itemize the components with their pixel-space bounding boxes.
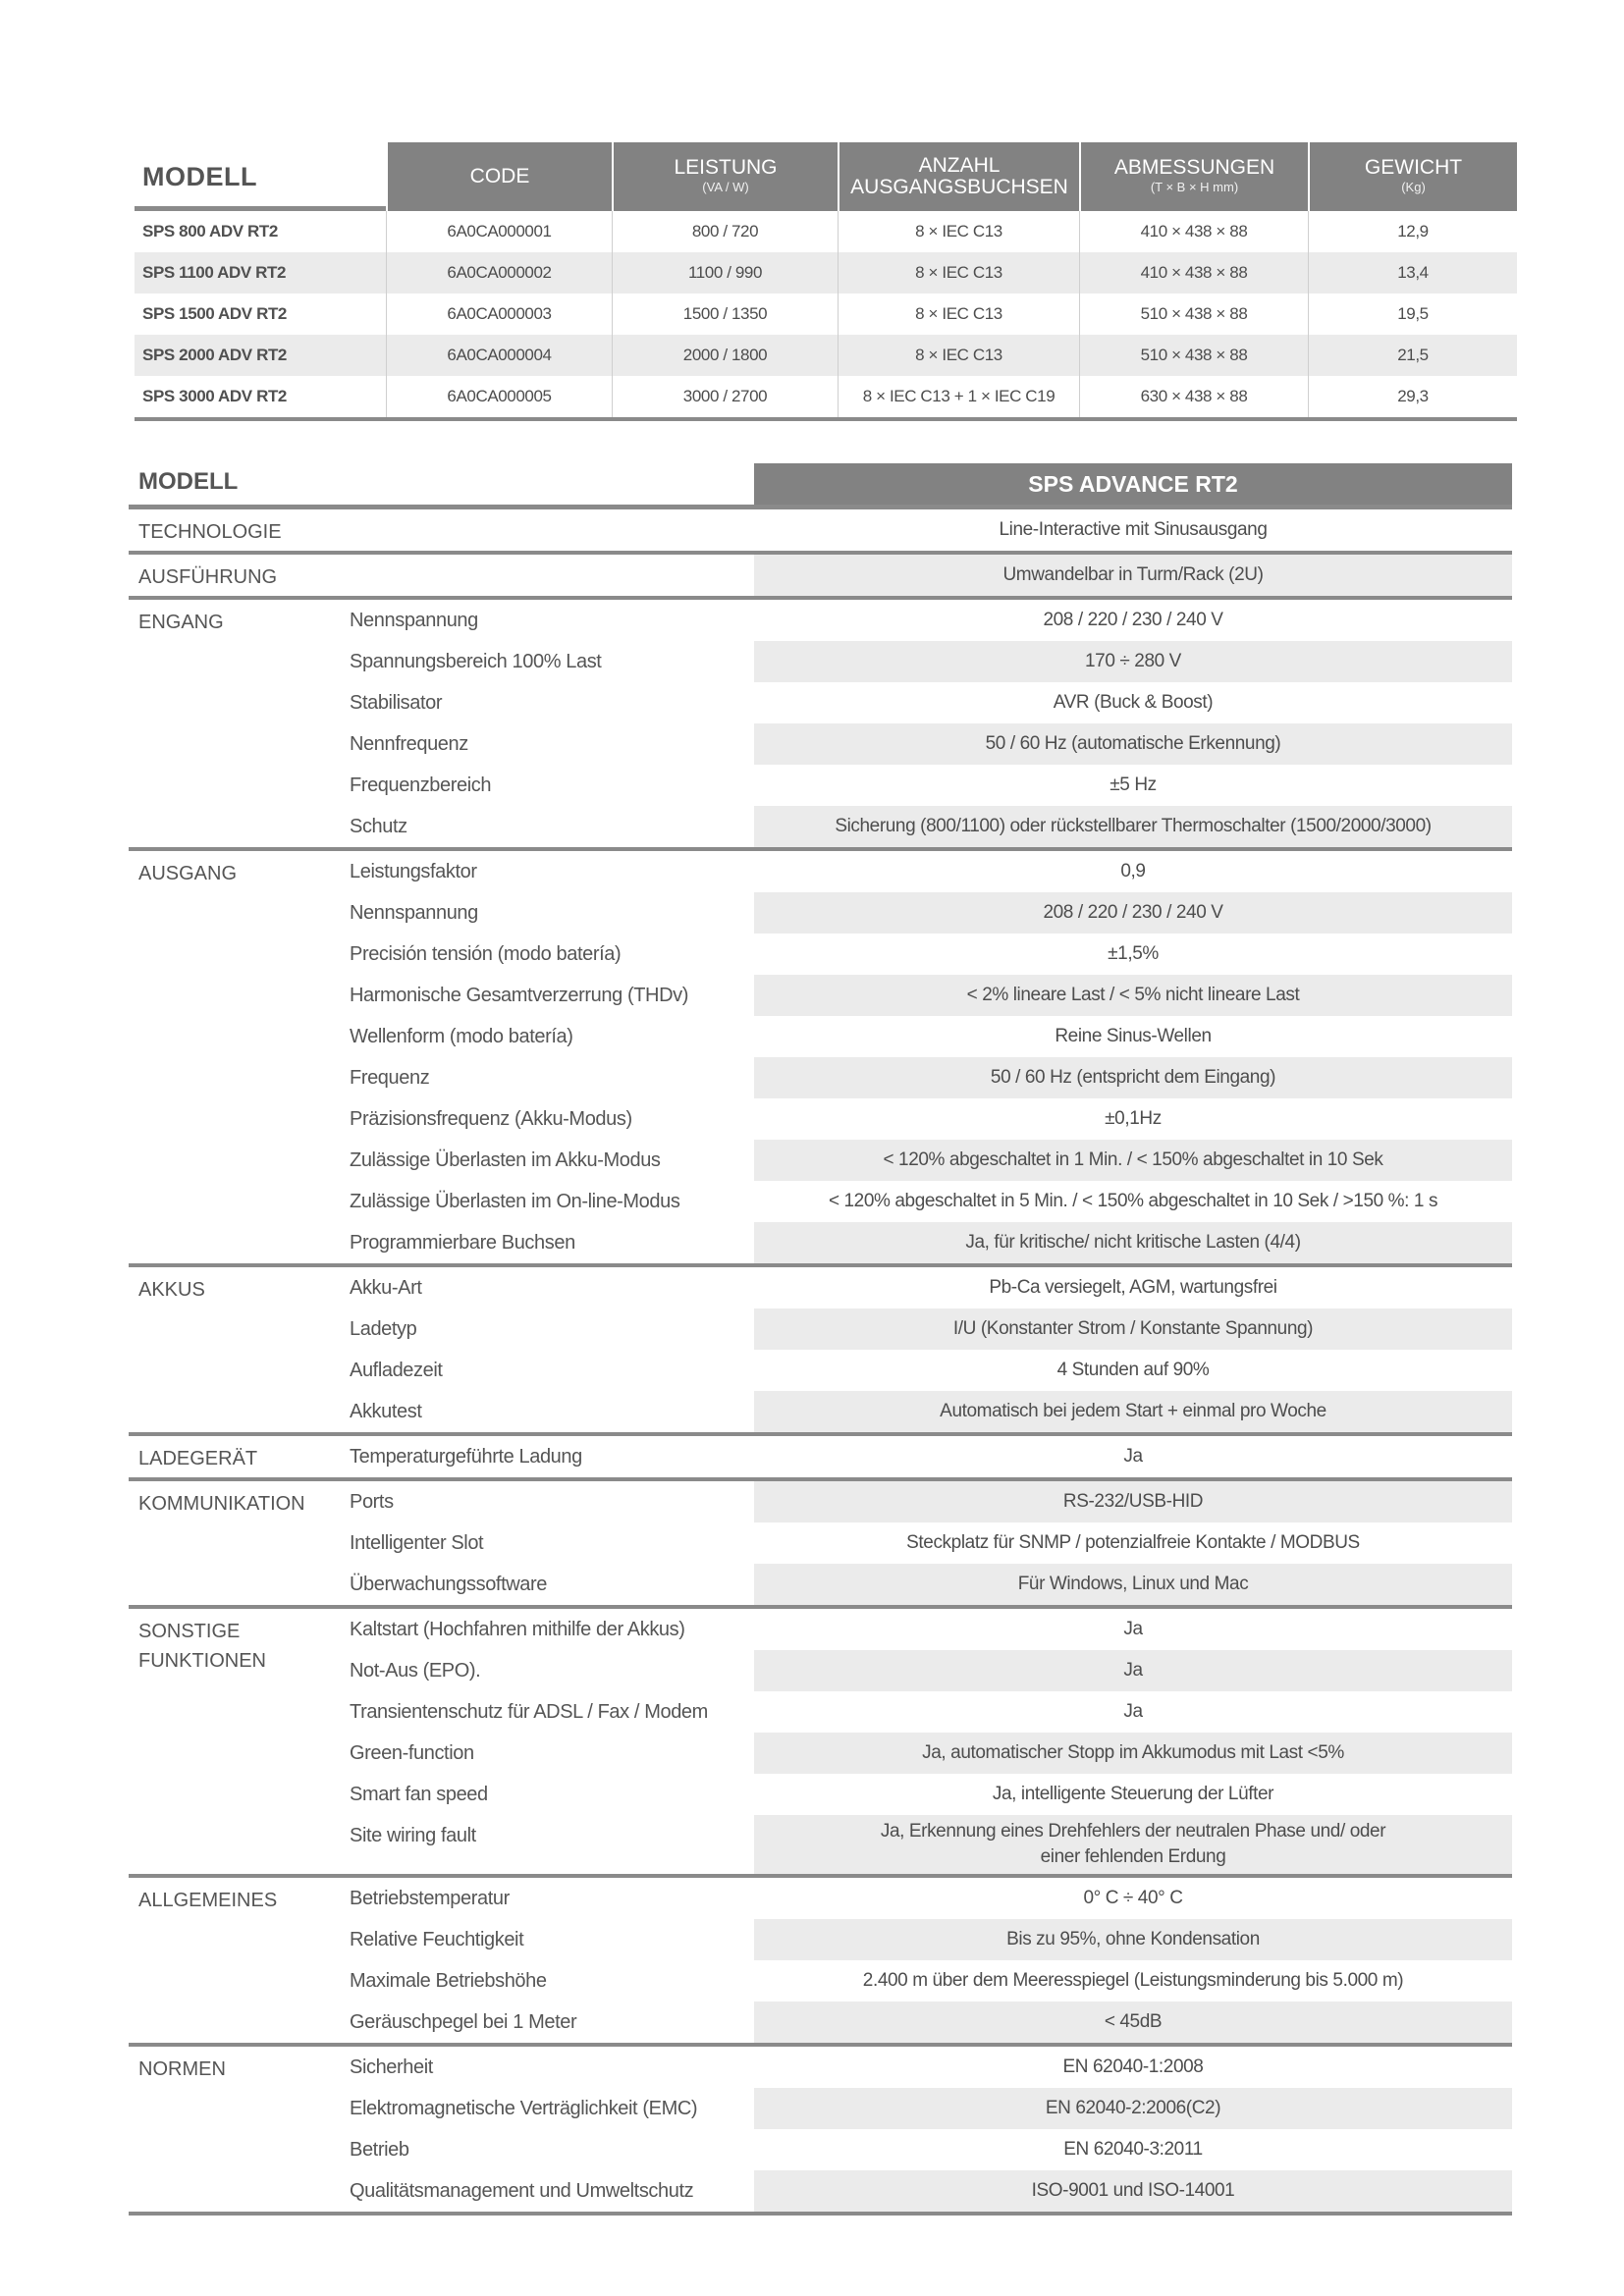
spec-value: RS-232/USB-HID <box>754 1481 1512 1522</box>
spec-value: Umwandelbar in Turm/Rack (2U) <box>754 555 1512 596</box>
spec-label: Elektromagnetische Verträglichkeit (EMC) <box>350 2098 698 2119</box>
weight-header-unit: (Kg) <box>1401 180 1426 194</box>
spec-value: Sicherung (800/1100) oder rückstellbarer Thermoschalter (1500/2000/3000) <box>754 806 1512 847</box>
spec-label: Nennspannung <box>350 610 478 631</box>
spec-label: Nennfrequenz <box>350 733 468 755</box>
model-name-cell: SPS 800 ADV RT2 <box>142 222 278 240</box>
spec-section-title: AKKUS <box>138 1279 205 1301</box>
spec-label: Frequenz <box>350 1067 430 1089</box>
spec-section <box>129 1436 1512 1481</box>
spec-label: Frequenzbereich <box>350 774 492 796</box>
weight-header-title: GEWICHT <box>1364 156 1463 179</box>
specs-table <box>129 459 1512 2216</box>
model-name-cell: SPS 1100 ADV RT2 <box>142 263 287 282</box>
model-row <box>135 335 1517 376</box>
power-cell: 1100 / 990 <box>612 252 838 294</box>
spec-section-title: AUSFÜHRUNG <box>138 566 278 588</box>
specs-model-label: MODELL <box>138 468 239 495</box>
spec-row <box>348 641 1512 682</box>
spec-row <box>348 1919 1512 1960</box>
spec-label: Not-Aus (EPO). <box>350 1660 481 1682</box>
spec-section <box>129 509 1512 555</box>
weight-column-header <box>1308 142 1517 211</box>
spec-value: Ja <box>754 1650 1512 1691</box>
spec-label: Site wiring fault <box>350 1825 476 1846</box>
spec-label: Intelligenter Slot <box>350 1532 484 1554</box>
spec-value: < 120% abgeschaltet in 1 Min. / < 150% abgeschaltet in 10 Sek <box>754 1140 1512 1181</box>
spec-row <box>348 1350 1512 1391</box>
spec-label: Spannungsbereich 100% Last <box>350 651 602 672</box>
spec-row <box>348 1609 1512 1650</box>
outlets-cell: 8 × IEC C13 + 1 × IEC C19 <box>838 376 1079 417</box>
spec-label: Programmierbare Buchsen <box>350 1232 575 1254</box>
power-cell: 2000 / 1800 <box>612 335 838 376</box>
spec-row <box>348 1222 1512 1263</box>
spec-row <box>348 1815 1512 1874</box>
spec-row <box>348 682 1512 723</box>
specs-table-body <box>129 509 1512 2216</box>
models-table-header <box>135 142 1517 211</box>
spec-value: Ja <box>1123 1701 1143 1722</box>
spec-value: AVR (Buck & Boost) <box>1053 692 1214 713</box>
spec-label: Transientenschutz für ADSL / Fax / Modem <box>350 1701 708 1723</box>
spec-label: Leistungsfaktor <box>350 861 477 882</box>
spec-label <box>348 509 754 551</box>
power-cell: 3000 / 2700 <box>612 376 838 417</box>
spec-value: EN 62040-2:2006(C2) <box>754 2088 1512 2129</box>
spec-row <box>348 1057 1512 1098</box>
spec-row <box>348 1098 1512 1140</box>
spec-value: Ja, intelligente Steuerung der Lüfter <box>992 1784 1274 1804</box>
spec-section-title: ENGANG <box>138 612 224 633</box>
spec-label <box>348 555 754 596</box>
spec-value: 2.400 m über dem Meeresspiegel (Leistungsminderung bis 5.000 m) <box>862 1970 1404 1991</box>
spec-label: Betriebstemperatur <box>350 1888 510 1909</box>
spec-section-title: KOMMUNIKATION <box>138 1493 305 1515</box>
spec-row <box>348 1522 1512 1564</box>
spec-label: Smart fan speed <box>350 1784 488 1805</box>
spec-row <box>348 723 1512 765</box>
weight-cell: 19,5 <box>1308 294 1517 335</box>
outlets-cell: 8 × IEC C13 <box>838 335 1079 376</box>
dimensions-cell: 630 × 438 × 88 <box>1079 376 1308 417</box>
code-cell: 6A0CA000005 <box>386 376 612 417</box>
outlets-column-header <box>838 142 1079 211</box>
spec-row <box>348 1960 1512 2002</box>
code-column-header <box>386 142 612 211</box>
spec-value: < 120% abgeschaltet in 5 Min. / < 150% abgeschaltet in 10 Sek / >150 %: 1 s <box>828 1191 1438 1211</box>
spec-label: Harmonische Gesamtverzerrung (THDv) <box>350 985 688 1006</box>
model-name-cell: SPS 2000 ADV RT2 <box>142 346 287 364</box>
spec-row <box>348 806 1512 847</box>
spec-value: 0° C ÷ 40° C <box>1083 1888 1183 1908</box>
outlets-header-title: ANZAHL <box>918 154 1001 177</box>
spec-row <box>348 934 1512 975</box>
spec-row <box>348 1878 1512 1919</box>
spec-row <box>348 509 1512 551</box>
dimensions-header-unit: (T × B × H mm) <box>1150 180 1239 194</box>
models-table-bottom-rule <box>135 417 1517 421</box>
spec-label: Ports <box>350 1491 394 1513</box>
model-row <box>135 252 1517 294</box>
weight-cell: 29,3 <box>1308 376 1517 417</box>
spec-value: EN 62040-1:2008 <box>1062 2056 1204 2077</box>
spec-label: Akku-Art <box>350 1277 422 1299</box>
spec-row <box>348 1564 1512 1605</box>
spec-section-title: ALLGEMEINES <box>138 1890 278 1911</box>
spec-label: Ladetyp <box>350 1318 417 1340</box>
model-row <box>135 376 1517 417</box>
spec-value: Für Windows, Linux und Mac <box>754 1564 1512 1605</box>
spec-row <box>348 1140 1512 1181</box>
spec-row <box>348 1391 1512 1432</box>
specs-product-name: SPS ADVANCE RT2 <box>754 463 1512 505</box>
spec-label: Schutz <box>350 816 407 837</box>
spec-label: Zulässige Überlasten im Akku-Modus <box>350 1149 661 1171</box>
spec-row <box>348 975 1512 1016</box>
spec-value: ±5 Hz <box>1110 774 1157 795</box>
spec-section-title: NORMEN <box>138 2058 226 2080</box>
spec-section <box>129 1267 1512 1436</box>
spec-section <box>129 1609 1512 1878</box>
spec-row <box>348 1650 1512 1691</box>
spec-row <box>348 1481 1512 1522</box>
spec-label: Präzisionsfrequenz (Akku-Modus) <box>350 1108 632 1130</box>
spec-label: Maximale Betriebshöhe <box>350 1970 547 1992</box>
spec-value: Ja, für kritische/ nicht kritische Lasten (4/4) <box>754 1222 1512 1263</box>
spec-row <box>348 1774 1512 1815</box>
spec-row <box>348 1436 1512 1477</box>
spec-label: Überwachungssoftware <box>350 1574 547 1595</box>
spec-label: Qualitätsmanagement und Umweltschutz <box>350 2180 694 2202</box>
spec-row <box>348 892 1512 934</box>
spec-value: ±0,1Hz <box>1105 1108 1162 1129</box>
spec-label: Temperaturgeführte Ladung <box>350 1446 582 1468</box>
code-cell: 6A0CA000001 <box>386 211 612 252</box>
spec-row <box>348 2088 1512 2129</box>
spec-row <box>348 1016 1512 1057</box>
spec-value: Steckplatz für SNMP / potenzialfreie Kontakte / MODBUS <box>906 1532 1360 1553</box>
code-header-title: CODE <box>469 165 530 187</box>
spec-row <box>348 2047 1512 2088</box>
dimensions-cell: 510 × 438 × 88 <box>1079 335 1308 376</box>
model-column-header: MODELL <box>135 142 386 211</box>
weight-cell: 21,5 <box>1308 335 1517 376</box>
spec-value: Reine Sinus-Wellen <box>1055 1026 1212 1046</box>
dimensions-cell: 510 × 438 × 88 <box>1079 294 1308 335</box>
spec-row <box>348 851 1512 892</box>
code-cell: 6A0CA000003 <box>386 294 612 335</box>
outlets-cell: 8 × IEC C13 <box>838 252 1079 294</box>
spec-label: Kaltstart (Hochfahren mithilfe der Akkus) <box>350 1619 685 1640</box>
spec-value: Bis zu 95%, ohne Kondensation <box>754 1919 1512 1960</box>
spec-section-title: TECHNOLOGIE <box>138 521 282 543</box>
spec-label: Precisión tensión (modo batería) <box>350 943 622 965</box>
spec-section <box>129 555 1512 600</box>
spec-value: ISO-9001 und ISO-14001 <box>754 2170 1512 2212</box>
power-header-title: LEISTUNG <box>674 156 778 179</box>
weight-cell: 12,9 <box>1308 211 1517 252</box>
spec-row <box>348 2129 1512 2170</box>
spec-label: Aufladezeit <box>350 1360 443 1381</box>
spec-section <box>129 1878 1512 2047</box>
spec-row <box>348 1733 1512 1774</box>
power-header-unit: (VA / W) <box>702 180 749 194</box>
spec-value: Ja, Erkennung eines Drehfehlers der neutralen Phase und/ oder einer fehlenden Erdung <box>754 1815 1512 1874</box>
model-name-cell: SPS 3000 ADV RT2 <box>142 387 287 405</box>
spec-section <box>129 851 1512 1267</box>
spec-value: Ja, automatischer Stopp im Akkumodus mit Last <5% <box>754 1733 1512 1774</box>
spec-value: ±1,5% <box>1108 943 1159 964</box>
spec-row <box>348 1181 1512 1222</box>
spec-label: Geräuschpegel bei 1 Meter <box>350 2011 577 2033</box>
spec-value: 0,9 <box>1120 861 1146 881</box>
spec-label: Akkutest <box>350 1401 422 1422</box>
spec-section <box>129 600 1512 851</box>
spec-value: 4 Stunden auf 90% <box>1056 1360 1210 1380</box>
spec-label: Sicherheit <box>350 2056 433 2078</box>
spec-row <box>348 765 1512 806</box>
code-cell: 6A0CA000002 <box>386 252 612 294</box>
spec-label: Zulässige Überlasten im On-line-Modus <box>350 1191 680 1212</box>
spec-section <box>129 2047 1512 2216</box>
spec-value: 50 / 60 Hz (entspricht dem Eingang) <box>754 1057 1512 1098</box>
models-table-body <box>135 211 1517 417</box>
models-table <box>135 142 1517 421</box>
spec-section-title: SONSTIGE FUNKTIONEN <box>138 1621 266 1672</box>
spec-section-title: LADEGERÄT <box>138 1448 258 1469</box>
model-row <box>135 211 1517 252</box>
dimensions-cell: 410 × 438 × 88 <box>1079 211 1308 252</box>
spec-section-title: AUSGANG <box>138 863 238 884</box>
spec-label: Wellenform (modo batería) <box>350 1026 573 1047</box>
spec-value: I/U (Konstanter Strom / Konstante Spannung) <box>754 1308 1512 1350</box>
spec-row <box>348 2170 1512 2212</box>
model-row <box>135 294 1517 335</box>
spec-row <box>348 1308 1512 1350</box>
power-cell: 1500 / 1350 <box>612 294 838 335</box>
outlets-cell: 8 × IEC C13 <box>838 294 1079 335</box>
spec-row <box>348 2002 1512 2043</box>
spec-value: Ja <box>1123 1446 1143 1467</box>
spec-label: Betrieb <box>350 2139 409 2161</box>
spec-value: Ja <box>1123 1619 1143 1639</box>
spec-value: Automatisch bei jedem Start + einmal pro Woche <box>754 1391 1512 1432</box>
outlets-cell: 8 × IEC C13 <box>838 211 1079 252</box>
spec-label: Stabilisator <box>350 692 443 714</box>
spec-row <box>348 1691 1512 1733</box>
spec-row <box>348 555 1512 596</box>
spec-value: EN 62040-3:2011 <box>1063 2139 1203 2160</box>
spec-value: 208 / 220 / 230 / 240 V <box>1043 610 1223 630</box>
spec-label: Relative Feuchtigkeit <box>350 1929 524 1950</box>
spec-value: Line-Interactive mit Sinusausgang <box>999 519 1268 540</box>
spec-value: 170 ÷ 280 V <box>754 641 1512 682</box>
spec-label: Nennspannung <box>350 902 478 924</box>
dimensions-header-title: ABMESSUNGEN <box>1113 156 1275 179</box>
weight-cell: 13,4 <box>1308 252 1517 294</box>
spec-value: 50 / 60 Hz (automatische Erkennung) <box>754 723 1512 765</box>
spec-value: < 2% lineare Last / < 5% nicht lineare Last <box>754 975 1512 1016</box>
spec-label: Green-function <box>350 1742 474 1764</box>
power-column-header <box>612 142 838 211</box>
dimensions-column-header <box>1079 142 1308 211</box>
spec-value: < 45dB <box>754 2002 1512 2043</box>
code-cell: 6A0CA000004 <box>386 335 612 376</box>
spec-value: Pb-Ca versiegelt, AGM, wartungsfrei <box>989 1277 1277 1298</box>
dimensions-cell: 410 × 438 × 88 <box>1079 252 1308 294</box>
power-cell: 800 / 720 <box>612 211 838 252</box>
outlets-header-title-2: AUSGANGSBUCHSEN <box>850 176 1068 198</box>
specs-table-header <box>129 459 1512 509</box>
spec-value: 208 / 220 / 230 / 240 V <box>754 892 1512 934</box>
spec-row <box>348 600 1512 641</box>
spec-section <box>129 1481 1512 1609</box>
model-name-cell: SPS 1500 ADV RT2 <box>142 304 287 323</box>
spec-row <box>348 1267 1512 1308</box>
